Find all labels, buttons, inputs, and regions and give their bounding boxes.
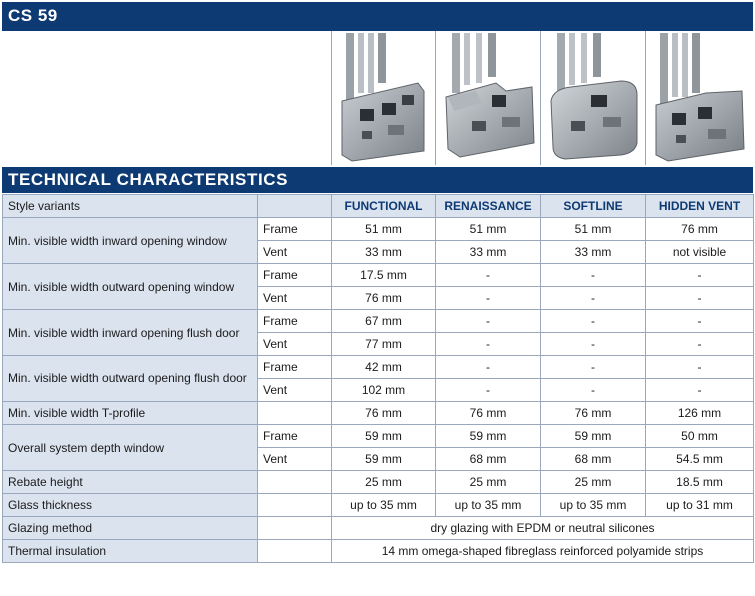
- row-label: Min. visible width outward opening flush door: [3, 356, 258, 402]
- cell: 50 mm: [646, 425, 754, 448]
- cell: -: [646, 356, 754, 379]
- cell: 25 mm: [332, 471, 436, 494]
- style-variants-label: Style variants: [3, 195, 258, 218]
- sub-label-frame: Frame: [258, 264, 332, 287]
- cell: -: [541, 379, 646, 402]
- cell: up to 31 mm: [646, 494, 754, 517]
- sub-label-vent: Vent: [258, 448, 332, 471]
- column-header-functional: FUNCTIONAL: [332, 195, 436, 218]
- sub-label-frame: Frame: [258, 310, 332, 333]
- table-row: [3, 264, 754, 287]
- page-title: CS 59: [8, 6, 58, 25]
- cell: 59 mm: [332, 425, 436, 448]
- sub-label-empty: [258, 402, 332, 425]
- cell: 68 mm: [541, 448, 646, 471]
- table-row: [3, 310, 754, 333]
- cell: -: [436, 333, 541, 356]
- sub-label-vent: Vent: [258, 333, 332, 356]
- sub-label-empty: [258, 540, 332, 563]
- row-label: Glass thickness: [3, 494, 258, 517]
- table-row: [3, 402, 754, 425]
- cell: 68 mm: [436, 448, 541, 471]
- cell: 76 mm: [436, 402, 541, 425]
- cell: 67 mm: [332, 310, 436, 333]
- cell: 25 mm: [541, 471, 646, 494]
- cell: 76 mm: [332, 287, 436, 310]
- cell: 76 mm: [541, 402, 646, 425]
- image-row-blank: [2, 31, 331, 165]
- table-row: [3, 218, 754, 241]
- row-label: Min. visible width inward opening window: [3, 218, 258, 264]
- cell: -: [646, 333, 754, 356]
- cell: 59 mm: [332, 448, 436, 471]
- cell: 51 mm: [436, 218, 541, 241]
- cell: up to 35 mm: [541, 494, 646, 517]
- cell: 102 mm: [332, 379, 436, 402]
- row-label: Min. visible width outward opening window: [3, 264, 258, 310]
- profile-image-hidden-vent: [645, 31, 754, 165]
- cell: 33 mm: [332, 241, 436, 264]
- sub-label-frame: Frame: [258, 425, 332, 448]
- row-label: Thermal insulation: [3, 540, 258, 563]
- profile-image-row: [2, 31, 753, 166]
- table-row: [3, 425, 754, 448]
- row-label: Min. visible width inward opening flush door: [3, 310, 258, 356]
- merged-cell: 14 mm omega-shaped fibreglass reinforced polyamide strips: [332, 540, 754, 563]
- cell: 59 mm: [541, 425, 646, 448]
- sub-label-vent: Vent: [258, 379, 332, 402]
- cell: -: [436, 379, 541, 402]
- table-row: [3, 494, 754, 517]
- merged-cell: dry glazing with EPDM or neutral silicones: [332, 517, 754, 540]
- cell: not visible: [646, 241, 754, 264]
- profile-image-softline: [540, 31, 646, 165]
- cell: -: [541, 356, 646, 379]
- cell: 42 mm: [332, 356, 436, 379]
- profile-image-renaissance: [435, 31, 541, 165]
- sub-label-vent: Vent: [258, 241, 332, 264]
- cell: up to 35 mm: [436, 494, 541, 517]
- column-header-softline: SOFTLINE: [541, 195, 646, 218]
- cell: 18.5 mm: [646, 471, 754, 494]
- row-label: Rebate height: [3, 471, 258, 494]
- profile-image-functional: [331, 31, 436, 165]
- cell: -: [436, 310, 541, 333]
- cell: 51 mm: [332, 218, 436, 241]
- cell: -: [436, 287, 541, 310]
- table-row: [3, 517, 754, 540]
- cell: 126 mm: [646, 402, 754, 425]
- column-header-hidden-vent: HIDDEN VENT: [646, 195, 754, 218]
- cell: -: [436, 264, 541, 287]
- title-bar: [2, 2, 753, 31]
- cell: -: [646, 264, 754, 287]
- sub-label-vent: Vent: [258, 287, 332, 310]
- cell: 33 mm: [541, 241, 646, 264]
- table-row: [3, 540, 754, 563]
- cell: 51 mm: [541, 218, 646, 241]
- cell: 76 mm: [332, 402, 436, 425]
- cell: 17.5 mm: [332, 264, 436, 287]
- sub-label-empty: [258, 494, 332, 517]
- aluminium-profile-softline-icon: [541, 31, 646, 165]
- header-spacer: [258, 195, 332, 218]
- aluminium-profile-renaissance-icon: [436, 31, 541, 165]
- section-title: TECHNICAL CHARACTERISTICS: [8, 170, 289, 189]
- cell: 59 mm: [436, 425, 541, 448]
- sub-label-frame: Frame: [258, 356, 332, 379]
- table-row: [3, 471, 754, 494]
- cell: -: [541, 333, 646, 356]
- section-header: [2, 167, 753, 193]
- aluminium-profile-functional-icon: [332, 31, 436, 165]
- cell: 77 mm: [332, 333, 436, 356]
- sub-label-empty: [258, 471, 332, 494]
- column-header-renaissance: RENAISSANCE: [436, 195, 541, 218]
- row-label: Overall system depth window: [3, 425, 258, 471]
- sub-label-empty: [258, 517, 332, 540]
- row-label: Glazing method: [3, 517, 258, 540]
- table-row: [3, 356, 754, 379]
- cell: -: [541, 287, 646, 310]
- technical-characteristics-table: [2, 194, 754, 563]
- sub-label-frame: Frame: [258, 218, 332, 241]
- cell: -: [646, 310, 754, 333]
- cell: up to 35 mm: [332, 494, 436, 517]
- cell: -: [541, 264, 646, 287]
- row-label: Min. visible width T-profile: [3, 402, 258, 425]
- cell: -: [436, 356, 541, 379]
- cell: 33 mm: [436, 241, 541, 264]
- aluminium-profile-hidden-vent-icon: [646, 31, 754, 165]
- table-header-row: [3, 195, 754, 218]
- cell: -: [646, 287, 754, 310]
- cell: 25 mm: [436, 471, 541, 494]
- cell: -: [541, 310, 646, 333]
- cell: 54.5 mm: [646, 448, 754, 471]
- cell: 76 mm: [646, 218, 754, 241]
- cell: -: [646, 379, 754, 402]
